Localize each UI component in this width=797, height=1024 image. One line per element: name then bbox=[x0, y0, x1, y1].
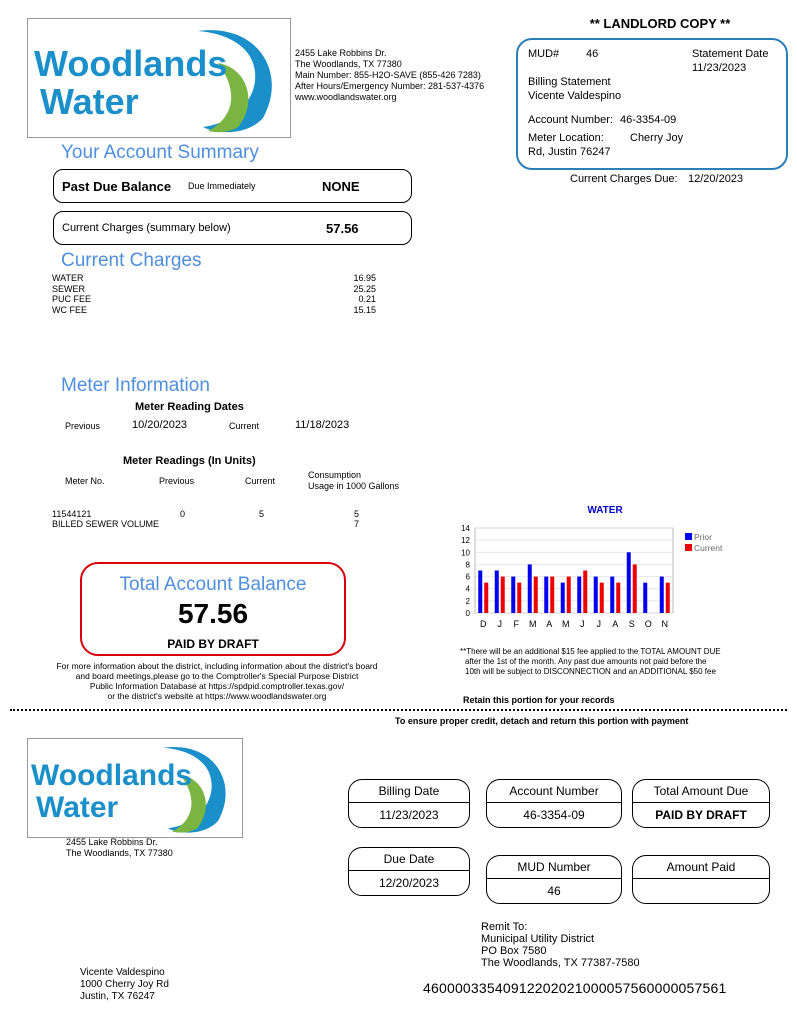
chart-legend bbox=[685, 532, 722, 554]
district-info-line[interactable]: or the district's website at https://www.woodlandswater.org bbox=[107, 691, 327, 701]
charge-value: 25.25 bbox=[353, 283, 376, 294]
charge-label: PUC FEE bbox=[52, 294, 92, 304]
billing-date-box bbox=[348, 802, 470, 828]
meter-consumption: 5 bbox=[354, 509, 360, 519]
address-line: 2455 Lake Robbins Dr. bbox=[295, 48, 387, 58]
statement-box bbox=[516, 38, 788, 170]
company-address bbox=[295, 48, 495, 103]
district-info-line: For more information about the district, including information about the district's board bbox=[56, 661, 378, 671]
mud-value: 46 bbox=[586, 48, 599, 60]
x-tick-label: J bbox=[580, 619, 585, 629]
charge-value: 0.21 bbox=[358, 294, 376, 304]
due-date-label: Due Date bbox=[383, 852, 435, 866]
y-tick-label: 4 bbox=[465, 584, 470, 594]
y-tick-label: 8 bbox=[465, 560, 470, 570]
col-consumption: Consumption bbox=[308, 470, 362, 480]
y-tick-label: 14 bbox=[461, 524, 470, 533]
x-tick-label: M bbox=[562, 619, 570, 629]
stub-account-label: Account Number bbox=[509, 784, 599, 798]
chart-bar-prior bbox=[594, 577, 598, 613]
y-tick-label: 12 bbox=[461, 536, 470, 546]
meter-location-line2: Rd, Justin 76247 bbox=[528, 146, 611, 158]
stub-total-label: Total Amount Due bbox=[653, 784, 749, 798]
current-charges-box bbox=[53, 211, 412, 245]
total-balance-value: 57.56 bbox=[177, 598, 249, 629]
return-portion-note: To ensure proper credit, detach and return this portion with payment bbox=[395, 716, 689, 726]
mud-number-value: 46 bbox=[547, 884, 561, 898]
x-tick-label: A bbox=[612, 619, 619, 629]
past-due-note: Due Immediately bbox=[188, 181, 256, 191]
meter-row bbox=[52, 519, 362, 530]
chart-bar-prior bbox=[561, 583, 565, 613]
statement-date-value: 11/23/2023 bbox=[692, 62, 747, 74]
chart-bar-prior bbox=[478, 571, 482, 614]
current-charges-label: Current Charges (summary below) bbox=[62, 222, 231, 234]
stub-customer-line: 1000 Cherry Joy Rd bbox=[80, 979, 169, 990]
charge-label: SEWER bbox=[52, 283, 86, 294]
legend-swatch-current bbox=[685, 544, 692, 551]
account-number-header bbox=[486, 779, 622, 803]
chart-bar-current bbox=[517, 583, 521, 613]
chart-note bbox=[460, 647, 780, 677]
y-tick-label: 0 bbox=[465, 609, 470, 618]
amount-paid-label: Amount Paid bbox=[666, 860, 736, 874]
x-tick-label: S bbox=[628, 619, 635, 629]
y-tick-label: 6 bbox=[465, 572, 470, 582]
legend-label-prior: Prior bbox=[694, 532, 712, 542]
billing-statement-label: Billing Statement bbox=[528, 76, 611, 88]
chart-bar-current bbox=[550, 577, 554, 613]
chart-note-line: after the 1st of the month. Any past due amounts not paid before the bbox=[465, 657, 707, 666]
chart-bar-prior bbox=[627, 552, 631, 613]
stub-customer-address bbox=[80, 967, 169, 1003]
chart-bar-current bbox=[600, 583, 604, 613]
chart-bar-current bbox=[616, 583, 620, 613]
stub-address-line: The Woodlands, TX 77380 bbox=[66, 848, 173, 858]
chart-bar-prior bbox=[610, 577, 614, 613]
current-date-label: Current bbox=[229, 421, 260, 431]
legend-item-current bbox=[685, 543, 722, 554]
chart-title: WATER bbox=[587, 505, 623, 516]
stub-account-value: 46-3354-09 bbox=[523, 808, 585, 822]
company-logo bbox=[27, 18, 291, 138]
total-due-header bbox=[632, 779, 770, 803]
payment-scanline: 46000033540912202021000057560000057561 bbox=[423, 980, 727, 996]
chart-bar-current bbox=[666, 583, 670, 613]
charge-row bbox=[52, 305, 376, 316]
legend-swatch-prior bbox=[685, 533, 692, 540]
meter-location-label: Meter Location: bbox=[528, 132, 604, 144]
total-due-box bbox=[632, 802, 770, 828]
mud-number-label: MUD Number bbox=[517, 860, 591, 874]
charge-value: 16.95 bbox=[353, 273, 376, 283]
meter-information-title: Meter Information bbox=[61, 375, 210, 396]
due-date-value: 12/20/2023 bbox=[378, 876, 440, 890]
chart-note-line: 10th will be subject to DISCONNECTION and an ADDITIONAL $50 fee bbox=[465, 667, 716, 676]
stub-address bbox=[66, 837, 173, 859]
statement-date-label: Statement Date bbox=[692, 48, 769, 60]
logo-word-water: Water bbox=[40, 81, 139, 122]
retain-portion-note: Retain this portion for your records bbox=[463, 695, 615, 705]
remit-to bbox=[481, 921, 640, 969]
address-line: The Woodlands, TX 77380 bbox=[295, 59, 402, 69]
col-current: Current bbox=[245, 476, 276, 486]
meter-previous: 0 bbox=[180, 509, 186, 519]
charges-list bbox=[52, 273, 376, 315]
stub-address-line: 2455 Lake Robbins Dr. bbox=[66, 837, 158, 847]
chart-bar-prior bbox=[511, 577, 515, 613]
y-tick-label: 10 bbox=[461, 548, 470, 558]
amount-paid-header bbox=[632, 855, 770, 879]
total-balance-status: PAID BY DRAFT bbox=[167, 637, 259, 651]
current-charges-due-value: 12/20/2023 bbox=[688, 173, 744, 185]
meter-location-value: Cherry Joy bbox=[630, 132, 684, 144]
meter-number: BILLED SEWER VOLUME bbox=[52, 519, 160, 529]
charge-label: WC FEE bbox=[52, 304, 87, 315]
logo-word-woodlands: Woodlands bbox=[34, 43, 228, 84]
current-charges-value: 57.56 bbox=[326, 221, 359, 236]
previous-date-value: 10/20/2023 bbox=[132, 419, 188, 431]
chart-bar-prior bbox=[528, 564, 532, 613]
landlord-copy-label: ** LANDLORD COPY ** bbox=[589, 16, 731, 31]
amount-paid-field[interactable] bbox=[632, 878, 770, 904]
x-tick-label: J bbox=[596, 619, 601, 629]
stub-logo-word-woodlands: Woodlands bbox=[31, 759, 193, 792]
legend-item-prior bbox=[685, 532, 722, 543]
chart-bar-prior bbox=[660, 577, 664, 613]
current-date-value: 11/18/2023 bbox=[295, 419, 350, 431]
col-previous: Previous bbox=[159, 476, 195, 486]
meter-dates-title: Meter Reading Dates bbox=[135, 401, 244, 413]
chart-bar-prior bbox=[577, 577, 581, 613]
district-info-line: and board meetings,please go to the Comptroller's Special Purpose District bbox=[75, 671, 359, 681]
x-tick-label: J bbox=[497, 619, 502, 629]
y-tick-label: 2 bbox=[465, 596, 470, 606]
stub-company-logo bbox=[27, 738, 243, 838]
due-date-box bbox=[348, 870, 470, 896]
current-charges-title: Current Charges bbox=[61, 250, 202, 271]
chart-bar-prior bbox=[495, 571, 499, 614]
charge-value: 15.15 bbox=[353, 304, 376, 315]
charge-row bbox=[52, 273, 376, 284]
district-info-line[interactable]: Public Information Database at https://spdpid.comptroller.texas.gov/ bbox=[89, 681, 345, 691]
website-link[interactable]: www.woodlandswater.org bbox=[295, 92, 397, 102]
account-number-value: 46-3354-09 bbox=[620, 114, 677, 126]
chart-bar-prior bbox=[643, 583, 647, 613]
emergency-number: After Hours/Emergency Number: 281-537-4376 bbox=[295, 81, 485, 91]
current-charges-due-label: Current Charges Due: bbox=[570, 173, 678, 185]
meter-number: 11544121 bbox=[52, 509, 92, 519]
account-summary-title: Your Account Summary bbox=[61, 142, 259, 163]
legend-label-current: Current bbox=[694, 543, 723, 553]
meter-consumption: 7 bbox=[354, 519, 360, 529]
customer-name: Vicente Valdespino bbox=[528, 90, 622, 102]
x-tick-label: A bbox=[546, 619, 553, 629]
x-tick-label: N bbox=[661, 619, 668, 629]
chart-bar-current bbox=[583, 571, 587, 614]
mud-label: MUD# bbox=[528, 48, 560, 60]
main-number: Main Number: 855-H2O-SAVE (855-426 7283) bbox=[295, 70, 481, 80]
meter-current: 5 bbox=[259, 509, 265, 519]
mud-number-box bbox=[486, 878, 622, 904]
district-info-text bbox=[52, 661, 382, 701]
account-number-box bbox=[486, 802, 622, 828]
stub-total-value: PAID BY DRAFT bbox=[655, 808, 747, 822]
past-due-box bbox=[53, 169, 412, 203]
total-balance-title: Total Account Balance bbox=[119, 574, 307, 595]
chart-bar-current bbox=[633, 564, 637, 613]
past-due-label: Past Due Balance bbox=[62, 179, 172, 194]
remit-line: PO Box 7580 bbox=[481, 945, 547, 957]
stub-customer-line: Justin, TX 76247 bbox=[80, 991, 155, 1002]
mud-number-header bbox=[486, 855, 622, 879]
x-tick-label: D bbox=[480, 619, 487, 629]
chart-bar-prior bbox=[544, 577, 548, 613]
chart-bar-current bbox=[501, 577, 505, 613]
chart-bar-current bbox=[567, 577, 571, 613]
remit-line: Municipal Utility District bbox=[481, 933, 595, 945]
due-date-header bbox=[348, 847, 470, 871]
charge-label: WATER bbox=[52, 273, 84, 283]
billing-date-header bbox=[348, 779, 470, 803]
account-number-label: Account Number: bbox=[528, 114, 613, 126]
col-meter-no: Meter No. bbox=[65, 476, 105, 486]
chart-note-line: **There will be an additional $15 fee applied to the TOTAL AMOUNT DUE bbox=[460, 647, 721, 656]
meter-readings-title: Meter Readings (In Units) bbox=[123, 455, 256, 467]
stub-logo-word-water: Water bbox=[36, 791, 119, 824]
remit-line: The Woodlands, TX 77387-7580 bbox=[481, 957, 640, 969]
x-tick-label: M bbox=[529, 619, 537, 629]
past-due-value: NONE bbox=[322, 179, 360, 194]
tear-line bbox=[10, 709, 787, 711]
billing-date-value: 11/23/2023 bbox=[379, 808, 439, 822]
x-tick-label: F bbox=[513, 619, 519, 629]
col-usage: Usage in 1000 Gallons bbox=[308, 481, 400, 491]
remit-label: Remit To: bbox=[481, 921, 528, 933]
billing-date-label: Billing Date bbox=[378, 784, 440, 798]
x-tick-label: O bbox=[644, 619, 652, 629]
previous-date-label: Previous bbox=[65, 421, 101, 431]
charge-row bbox=[52, 294, 376, 305]
total-balance-box bbox=[80, 562, 346, 656]
chart-bar-current bbox=[534, 577, 538, 613]
charge-row bbox=[52, 284, 376, 295]
chart-bar-current bbox=[484, 583, 488, 613]
stub-customer-name: Vicente Valdespino bbox=[80, 967, 165, 978]
